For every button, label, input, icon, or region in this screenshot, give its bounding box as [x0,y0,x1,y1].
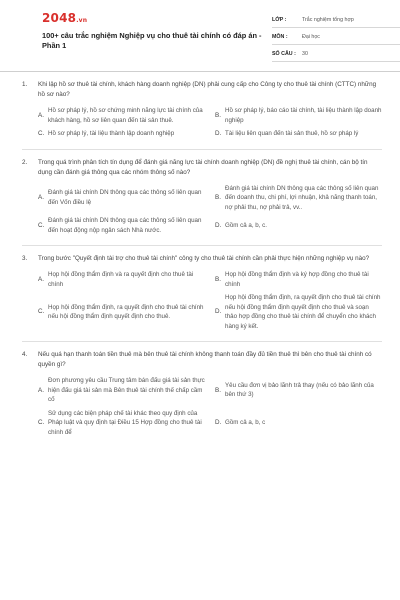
option-letter: D. [215,419,222,426]
option-letter: B. [215,275,221,283]
question-list [22,80,382,447]
option-d[interactable] [215,129,382,139]
option-b[interactable] [215,270,382,289]
option-text: Hồ sơ pháp lý, hồ sơ chứng minh năng lực tài chính của khách hàng, hồ sơ liên quan đến tài sản thuê. [48,107,203,124]
option-text: Yêu cầu đơn vị bảo lãnh trả thay (nếu có bảo lãnh của bên thứ 3) [225,381,374,399]
question-stem [22,350,382,370]
header-divider [0,71,400,72]
question-stem [22,80,382,100]
option-text: Đánh giá tài chính DN thông qua các thông số liên quan đến doanh thu, chi phí, lợi nhuận, khả năng thanh toán, nợ phải thu, nợ phải trả, vv.. [225,184,379,211]
question-2 [22,158,382,236]
question-stem [22,158,382,178]
meta-info [272,13,400,64]
meta-key: MÔN : [272,34,288,40]
option-letter: A. [38,275,44,283]
option-letter: D. [215,221,222,229]
question-text: Trong bước "Quyết định tài trợ cho thuê tài chính" công ty cho thuê tài chính cần phải thực hiện những nghiệp vụ nào? [38,255,370,262]
option-text: Họp hội đồng thẩm định, ra quyết định cho thuê tài chính nếu hội đồng thẩm định quyết định cho thuê và soạn thảo hợp đồng cho thuê tài chính để chuyển cho khách hàng ký kết. [225,294,381,330]
option-text: Hồ sơ pháp lý, tài liệu thành lập doanh nghiệp [48,130,175,137]
option-grid [22,270,382,331]
question-number: 3. [22,255,28,262]
logo-suffix: .vn [76,17,88,24]
question-divider [22,341,382,342]
document-title: 100+ câu trắc nghiệm Nghiệp vụ cho thuê tài chính có đáp án - Phần 1 [42,31,262,50]
question-stem [22,254,382,264]
meta-key: LỚP : [272,17,287,23]
option-a[interactable] [38,270,205,289]
option-a[interactable] [38,106,205,125]
option-text: Sử dụng các biện pháp chế tài khác theo quy định của Pháp luật và quy định tại Điều 15 Hợp đồng cho thuê tài chính để [48,409,202,436]
option-text: Gồm cả a, b, c. [225,221,267,229]
option-grid [22,106,382,139]
option-b[interactable] [215,376,382,405]
option-d[interactable] [215,409,382,438]
option-letter: C. [38,419,45,426]
meta-value: 30 [302,51,308,57]
option-letter: D. [215,308,222,316]
option-text: Hồ sơ pháp lý, báo cáo tài chính, tài liệu thành lập doanh nghiệp [225,107,382,124]
question-text: Khi lập hồ sơ thuê tài chính, khách hàng doanh nghiệp (DN) phải cung cấp cho Công ty cho thuê tài chính (CTTC) những hồ sơ nào? [38,81,377,98]
question-4 [22,350,382,437]
option-letter: A. [38,194,44,201]
option-letter: B. [215,194,221,201]
option-letter: A. [38,111,44,119]
question-number: 1. [22,81,28,88]
document-header [20,0,380,68]
option-c[interactable] [38,129,205,139]
option-b[interactable] [215,184,382,213]
meta-value: Đại học [302,34,320,40]
option-text: Tài liệu liên quan đến tài sản thuê, hồ sơ pháp lý [225,130,359,137]
site-logo[interactable] [42,11,87,25]
question-number: 2. [22,158,28,166]
meta-key: SỐ CÂU : [272,51,296,57]
option-text: Đánh giá tài chính DN thông qua các thông số liên quan đến hoạt động nộp ngân sách Nhà nước. [48,217,202,234]
option-letter: A. [38,386,44,394]
option-grid [22,184,382,236]
option-c[interactable] [38,216,205,235]
question-number: 4. [22,351,28,358]
meta-row-count [272,47,400,62]
question-divider [22,149,382,150]
option-text: Họp hội đồng thẩm định và ký hợp đồng cho thuê tài chính [225,271,369,288]
meta-row-class [272,13,400,28]
question-text: Trong quá trình phân tích tín dụng để đánh giá năng lực tài chính doanh nghiệp (DN) đề nghị thuê tài chính, cán bộ tín dụng cần đánh giá thông qua các nhóm thông số nào? [38,158,368,176]
meta-value: Trắc nghiệm tổng hợp [302,17,354,23]
logo-main: 2048 [42,11,77,25]
question-divider [22,245,382,246]
option-b[interactable] [215,106,382,125]
option-letter: C. [38,130,45,137]
option-letter: C. [38,308,45,316]
option-grid [22,376,382,437]
option-c[interactable] [38,293,205,331]
option-letter: B. [215,111,221,119]
option-a[interactable] [38,184,205,213]
option-letter: B. [215,386,221,394]
option-letter: D. [215,130,222,137]
option-text: Họp hội đồng thẩm định, ra quyết định cho thuê tài chính nếu hội đồng thẩm định quyết định cho thuê. [48,303,204,320]
option-text: Đơn phương yêu cầu Trung tâm bán đấu giá tài sản thực hiện đấu giá tài sản mà Bên thuê tài chính thế chấp cầm cố [48,377,205,403]
question-text: Nếu quá hạn thanh toán tiền thuê mà bên thuê tài chính không thanh toán đầy đủ tiền thuê thì bên cho thuê tài chính có quyền gì? [38,351,372,368]
option-text: Gồm cả a, b, c [225,419,266,426]
option-text: Đánh giá tài chính DN thông qua các thông số liên quan đến Vốn điều lệ [48,189,202,206]
question-3 [22,254,382,331]
option-a[interactable] [38,376,205,405]
meta-row-subject [272,30,400,45]
option-c[interactable] [38,409,205,438]
question-1 [22,80,382,139]
option-d[interactable] [215,293,382,331]
option-d[interactable] [215,216,382,235]
option-text: Họp hội đồng thẩm định và ra quyết định cho thuê tài chính [48,271,194,288]
option-letter: C. [38,221,45,229]
